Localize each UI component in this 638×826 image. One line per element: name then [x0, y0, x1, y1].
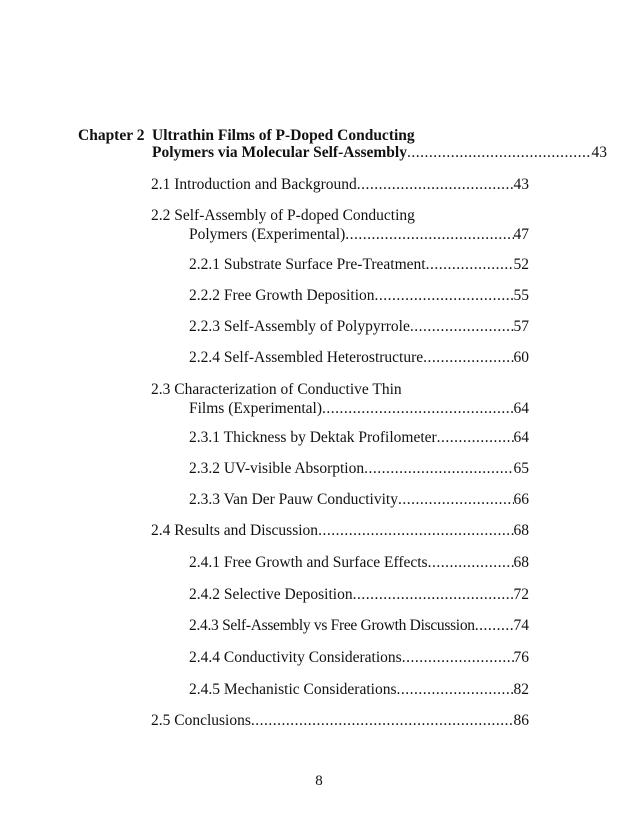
leader-dots: [410, 317, 514, 336]
toc-entry-title: 2.4.3 Self-Assembly vs Free Growth Discussion: [189, 617, 475, 634]
toc-entry-page: 52: [513, 256, 529, 273]
toc-entry-page: 65: [513, 460, 529, 477]
leader-dots: [345, 225, 513, 244]
chapter-title-line2: Polymers via Molecular Self-Assembly: [152, 144, 407, 161]
chapter-title-row: [152, 143, 607, 162]
toc-entry-2-2-3[interactable]: [189, 317, 529, 336]
toc-entry-title: 2.3.2 UV-visible Absorption: [189, 460, 365, 477]
toc-entry-2-4-4[interactable]: [189, 648, 529, 667]
chapter-page-number: 43: [591, 144, 607, 161]
leader-dots: [322, 399, 513, 418]
toc-entry-2-4-3[interactable]: [189, 616, 529, 635]
toc-entry-2-3-3[interactable]: [189, 490, 529, 509]
leader-dots: [475, 616, 514, 635]
toc-entry-title: 2.4.1 Free Growth and Surface Effects: [189, 554, 428, 571]
toc-entry-2-4[interactable]: [151, 521, 529, 540]
toc-entry-title-line2: Polymers (Experimental): [189, 226, 346, 243]
toc-entry-2-5[interactable]: [151, 711, 529, 730]
toc-entry-2-2-1[interactable]: [189, 255, 529, 274]
leader-dots: [364, 459, 513, 478]
toc-entry-title: 2.2.3 Self-Assembly of Polypyrrole: [189, 318, 410, 335]
toc-entry-title: 2.2.1 Substrate Surface Pre-Treatment: [189, 256, 426, 273]
toc-entry-page: 57: [513, 318, 529, 335]
toc-entry-title: 2.4.2 Selective Deposition: [189, 586, 353, 603]
toc-entry-page: 60: [513, 349, 529, 366]
toc-entry-page: 64: [513, 400, 529, 417]
leader-dots: [375, 286, 514, 305]
toc-entry-2-3-1[interactable]: [189, 428, 529, 447]
leader-dots: [428, 553, 514, 572]
toc-entry-title: 2.4.4 Conductivity Considerations: [189, 649, 402, 666]
toc-entry-title: 2.3.1 Thickness by Dektak Profilometer: [189, 429, 437, 446]
toc-entry-title: 2.3.3 Van Der Pauw Conductivity: [189, 491, 398, 508]
leader-dots: [437, 428, 514, 447]
toc-entry-page: 76: [513, 649, 529, 666]
toc-entry-2-4-1[interactable]: [189, 553, 529, 572]
toc-entry-title: 2.2.2 Free Growth Deposition: [189, 287, 375, 304]
toc-entry-2-1[interactable]: [151, 175, 529, 194]
toc-entry-page: 68: [513, 522, 529, 539]
leader-dots: [251, 711, 514, 730]
page-number: 8: [315, 773, 323, 789]
toc-entry-page: 47: [513, 226, 529, 243]
toc-entry-2-4-5[interactable]: [189, 680, 529, 699]
toc-entry-page: 82: [513, 681, 529, 698]
toc-entry-page: 64: [513, 429, 529, 446]
toc-entry-title: 2.4.5 Mechanistic Considerations: [189, 681, 397, 698]
toc-entry-2-3[interactable]: [151, 380, 529, 418]
toc-entry-page: 68: [513, 554, 529, 571]
toc-entry-2-4-2[interactable]: [189, 585, 529, 604]
toc-entry-page: 74: [513, 617, 529, 634]
leader-dots: [357, 175, 514, 194]
leader-dots: [353, 585, 514, 604]
toc-entry-2-3-2[interactable]: [189, 459, 529, 478]
toc-entry-title-line1: 2.2 Self-Assembly of P-doped Conducting: [151, 207, 415, 224]
chapter-label: Chapter 2: [78, 127, 145, 144]
leader-dots: [426, 255, 514, 274]
toc-entry-2-2-4[interactable]: [189, 348, 529, 367]
toc-entry-title: 2.5 Conclusions: [151, 712, 251, 729]
leader-dots: [423, 348, 513, 367]
toc-entry-title-line2: Films (Experimental): [189, 400, 323, 417]
toc-entry-page: 66: [513, 491, 529, 508]
toc-entry-page: 86: [513, 712, 529, 729]
toc-entry-title: 2.2.4 Self-Assembled Heterostructure: [189, 349, 424, 366]
toc-entry-page: 43: [513, 176, 529, 193]
toc-entry-2-2-2[interactable]: [189, 286, 529, 305]
toc-entry-title: 2.1 Introduction and Background: [151, 176, 357, 193]
leader-dots: [407, 143, 592, 162]
toc-entry-page: 55: [513, 287, 529, 304]
chapter-title-line1: Ultrathin Films of P-Doped Conducting: [152, 127, 415, 144]
leader-dots: [398, 490, 514, 509]
leader-dots: [318, 521, 513, 540]
leader-dots: [397, 680, 514, 699]
toc-entry-page: 72: [513, 586, 529, 603]
leader-dots: [402, 648, 514, 667]
toc-entry-2-2[interactable]: [151, 206, 529, 244]
toc-entry-title-line1: 2.3 Characterization of Conductive Thin: [151, 381, 402, 398]
toc-entry-title: 2.4 Results and Discussion: [151, 522, 319, 539]
